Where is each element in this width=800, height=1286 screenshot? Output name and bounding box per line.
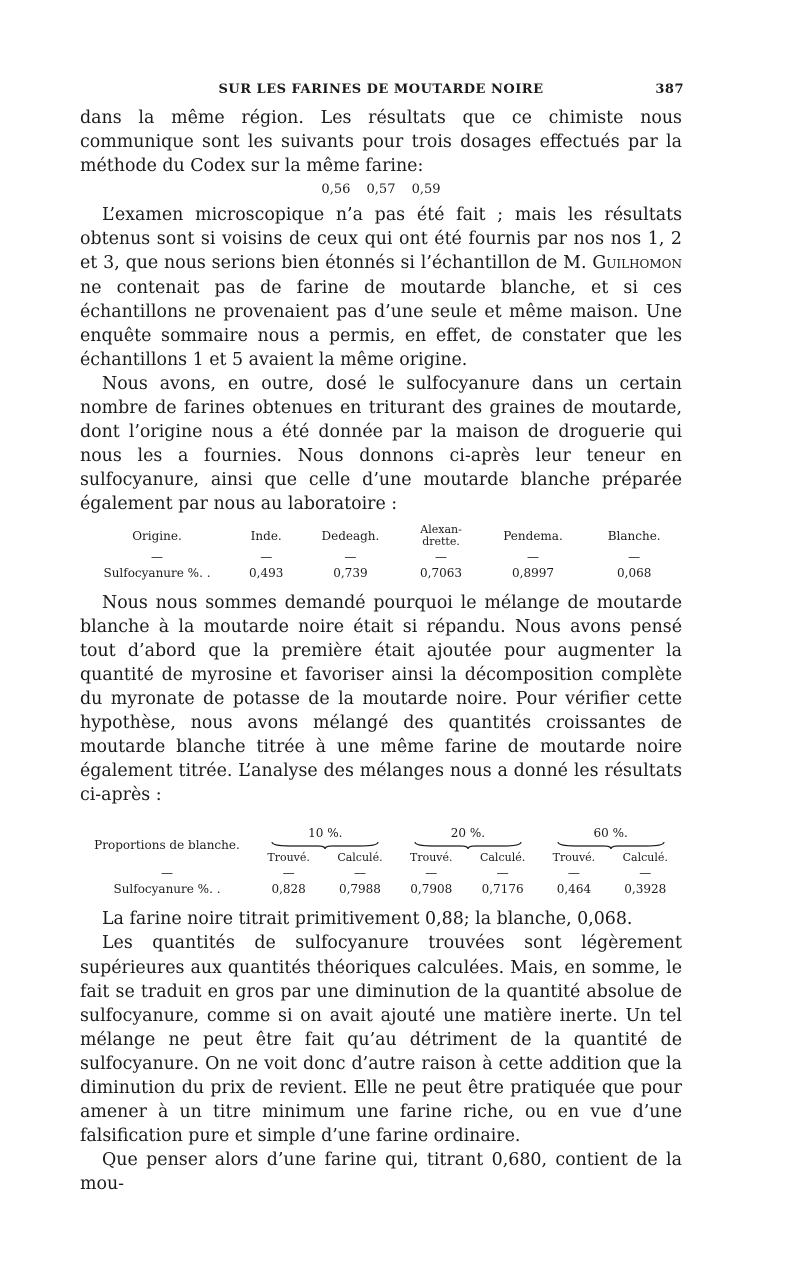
author-name: Guilhomon	[592, 253, 683, 274]
table1-col-dedeagh: Dedeagh.	[321, 528, 380, 543]
running-title: SUR LES FARINES DE MOUTARDE NOIRE	[218, 82, 544, 97]
paragraph-3: Nous avons, en outre, dosé le sulfocyanure dans un certain nombre de farines obtenues en triturant des graines de moutarde, dont l’origine nous a été donnée par la maison de droguerie qui nous les a fournies. Nous donnons ci-après leur teneur en sulfocyanure, ainsi que celle d’une moutarde blanche préparée également par nous au laboratoire :	[80, 373, 682, 515]
dash: —	[344, 549, 357, 564]
dash: —	[260, 549, 273, 564]
table1-value: 0,8997	[512, 565, 555, 580]
table2-row-label: Sulfocyanure %. .	[113, 882, 221, 897]
dash: —	[639, 866, 652, 881]
table2-value: 0,464	[556, 882, 592, 897]
table-origins	[80, 523, 682, 581]
table2-sub-found: Trouvé.	[267, 851, 310, 865]
table2-value: 0,7176	[481, 882, 524, 897]
table1-col-blanche: Blanche.	[607, 528, 661, 543]
dash: —	[527, 549, 540, 564]
dosage-value: 0,59	[411, 182, 441, 198]
table2-value: 0,3928	[624, 882, 667, 897]
paragraph-2-part-b: ne contenait pas de farine de moutarde blanche, et si ces échantillons ne provenaient pas d’une seule et même maison. Une enquête sommaire nous a permis, en effet, de constater que les échantillons 1 et 5 avaient la même origine.	[80, 277, 682, 370]
table2-group-label: 60 %.	[593, 826, 628, 841]
table1-col-alexandrette-line1: Alexan-	[420, 522, 462, 536]
table2-group-label: 10 %.	[308, 826, 343, 841]
dosage-values	[80, 182, 682, 197]
table1-value: 0,739	[333, 565, 368, 580]
paragraph-7: Que penser alors d’une farine qui, titrant 0,680, contient de la mou-	[80, 1150, 682, 1195]
paragraph-1: dans la même région. Les résultats que ce chimiste nous communique sont les suivants pour trois dosages effectués par la méthode du Codex sur la même farine:	[80, 108, 682, 177]
page-number: 387	[655, 82, 684, 97]
table2-group	[254, 825, 397, 851]
table1-row-header: Origine.	[132, 528, 182, 543]
table-mixtures	[80, 825, 682, 897]
table2-sub-calc: Calculé.	[622, 851, 668, 865]
dash: —	[496, 866, 509, 881]
table2-group-label: 20 %.	[450, 826, 486, 841]
table1-value: 0,493	[249, 565, 284, 580]
page	[80, 82, 682, 1196]
table1-row-label: Sulfocyanure %. .	[103, 565, 211, 580]
table1-col-inde: Inde.	[250, 528, 282, 543]
dash: —	[425, 866, 438, 881]
table2-sub-calc: Calculé.	[479, 851, 526, 865]
table2-sub-calc: Calculé.	[337, 851, 383, 865]
dosage-value: 0,57	[366, 182, 396, 198]
dosage-value: 0,56	[321, 182, 351, 198]
table1-col-pendema: Pendema.	[503, 528, 563, 543]
table2-value: 0,7988	[338, 882, 381, 897]
dash: —	[628, 549, 641, 564]
dash: —	[567, 866, 580, 881]
dash: —	[353, 866, 366, 881]
running-head	[80, 82, 682, 106]
table2-row-header: Proportions de blanche.	[94, 838, 240, 853]
brace-icon	[413, 840, 523, 850]
table1-col-alexandrette	[402, 523, 479, 549]
paragraph-2	[80, 203, 682, 372]
table2-sub-found: Trouvé.	[410, 851, 453, 865]
table2-group	[397, 825, 540, 851]
dash: —	[435, 549, 448, 564]
table2-sub-found: Trouvé.	[552, 851, 596, 865]
brace-icon	[270, 840, 380, 850]
paragraph-2-part-a: L’examen microscopique n’a pas été fait ; mais les résultats obtenus sont si voisins de ceux qui ont été fournis par nos nos 1, 2 et 3, que nous serions bien étonnés si l’échantillon de M.	[80, 205, 682, 274]
table1-value: 0,068	[617, 565, 652, 580]
dash: —	[282, 866, 295, 881]
table2-value: 0,828	[271, 882, 306, 897]
table2-value: 0,7908	[410, 882, 453, 897]
dash: —	[151, 549, 163, 564]
table1-value: 0,7063	[420, 565, 463, 580]
table2-group	[539, 825, 682, 851]
paragraph-4: Nous nous sommes demandé pourquoi le mélange de moutarde blanche à la moutarde noire était si répandu. Nous avons pensé tout d’abord que la première était ajoutée pour augmenter la quantité de myrosine et favoriser ainsi la décomposition complète du myronate de potasse de la moutarde noire. Pour vérifier cette hypothèse, nous avons mélangé des quantités croissantes de moutarde blanche titrée à une même farine de moutarde noire également titrée. L’analyse des mélanges nous a donné les résultats ci-après :	[80, 592, 682, 806]
brace-icon	[556, 840, 666, 850]
dash: —	[161, 866, 173, 881]
paragraph-5: La farine noire titrait primitivement 0,88; la blanche, 0,068.	[102, 909, 633, 930]
paragraph-6: Les quantités de sulfocyanure trouvées sont légèrement supérieures aux quantités théoriques calculées. Mais, en somme, le fait se traduit en gros par une diminution de la quantité absolue de sulfocyanure, comme si on avait ajouté une matière inerte. Un tel mélange ne peut être fait qu’au détriment de la quantité de sulfocyanure. On ne voit donc d’autre raison à cette addition que la diminution du prix de revient. Elle ne peut être pratiquée que pour amener à un titre minimum une farine riche, ou en vue d’une falsification pure et simple d’une farine ordinaire.	[80, 933, 682, 1147]
table1-col-alexandrette-line2: drette.	[422, 534, 460, 548]
